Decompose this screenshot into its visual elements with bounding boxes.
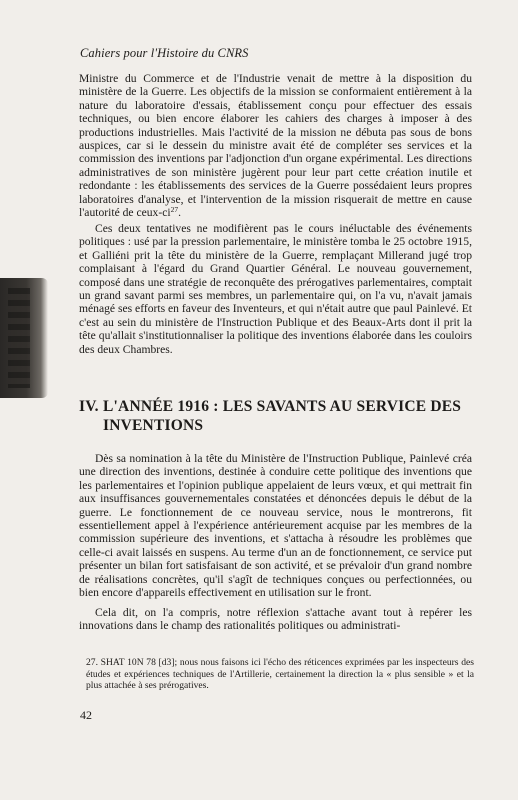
section-title-line2: INVENTIONS: [103, 417, 204, 434]
binding-shadow: [0, 278, 48, 398]
paragraph-3: Dès sa nomination à la tête du Ministère de l'Instruction Publique, Painlevé créa une direction des inventions, destinée à conduire cette politique des inventions que les parlementaires et l'opinion publique appelaient de leurs vœux, et qui mettrait fin aux insuffisances gouvernementales constatées et dénoncées depuis le début de la guerre. Le fonctionnement de ce nouveau service, nous le montrerons, fit essentiellement appel à l'expérience antérieurement acquise par les membres de la commission supérieure des inventions, et s'attacha à résoudre les problèmes que celle-ci avait laissés en suspens. Au terme d'un an de fonctionnement, ce service put présenter un bilan fort satisfaisant de son activité, et se prévaloir d'un grand nombre de réalisations concrètes, qu'il s'agît de techniques conçues ou perfectionnées, ou bien encore d'appareils effectivement en utilisation sur le front.: [79, 452, 472, 600]
section-number: IV.: [79, 398, 99, 415]
section-heading: [79, 397, 479, 435]
page-number: 42: [80, 708, 92, 722]
footnote-ref-27[interactable]: 27: [170, 205, 179, 215]
paragraph-4: Cela dit, on l'a compris, notre réflexion s'attache avant tout à repérer les innovations dans le champ des rationalités politiques ou administrati-: [79, 606, 472, 633]
section-title-line1: L'ANNÉE 1916 : LES SAVANTS AU SERVICE DES: [103, 398, 462, 415]
paragraph-1: Ministre du Commerce et de l'Industrie venait de mettre à la disposition du ministère de la Guerre. Les objectifs de la mission se conformaient entièrement à la nature du laboratoire d'essais, établissement conçu pour effectuer des essais techniques, ou bien encore élaborer les cahiers des charges à imposer à des productions industrielles. Mais l'activité de la mission ne débuta pas sous de bons auspices, car si le dessein du ministre avait été de compléter ses services et la commission des inventions par l'adjonction d'un organe expérimental. Les directions administratives de son ministère jugèrent pour leur part cette création inutile et redondante : les établissements des services de la Guerre possédaient leurs propres laboratoires d'analyse, et l'intervention de la mission risquerait de mettre en cause l'autorité de ceux-$ci^{27}$.: [79, 72, 472, 220]
footnote-27: 27. SHAT 10N 78 [d3]; nous nous faisons ici l'écho des réticences exprimées par les inspecteurs des études et expériences techniques de l'Artillerie, certainement la direction la « plus sensible » et la plus attachée à ses prérogatives.: [86, 657, 474, 692]
paragraph-1-text: Ministre du Commerce et de l'Industrie venait de mettre à la disposition du ministère de la Guerre. Les objectifs de la mission se conformaient entièrement à la nature du laboratoire d'essais, établissement conçu pour effectuer des essais techniques, ou bien encore élaborer les cahiers des charges à imposer à des productions industrielles. Mais l'activité de la mission ne débuta pas sous de bons auspices, car si le dessein du ministre avait été de compléter ses services et la commission des inventions par l'adjonction d'un organe expérimental. Les directions administratives de son ministère jugèrent pour leur part cette création inutile et redondante : les établissements des services de la Guerre possédaient leurs propres laboratoires d'analyse, et l'intervention de la mission risquerait de mettre en cause l'autorité de ceux-ci: [79, 72, 472, 220]
running-header: Cahiers pour l'Histoire du CNRS: [80, 46, 249, 60]
paragraph-2: Ces deux tentatives ne modifièrent pas le cours inéluctable des événements politiques : usé par la pression parlementaire, le ministère tomba le 25 octobre 1915, et Galliéni prit la tête du ministère de la Guerre, remplaçant Millerand jugé trop complaisant à l'égard du Grand Quartier Général. Le nouveau gouvernement, composé dans une stratégie de reconquête des prérogatives parlementaires, comptait un grand savant parmi ses membres, un parlementaire qui, on l'a vu, n'avait jamais ménagé ses efforts en faveur des Inventeurs, et qui n'était autre que paul Painlevé. Et c'est au sein du ministère de l'Instruction Publique et des Beaux-Arts dont il prit la tête qu'allait s'institutionnaliser la politique des inventions élaborée dans les couloirs des deux Chambres.: [79, 222, 472, 356]
